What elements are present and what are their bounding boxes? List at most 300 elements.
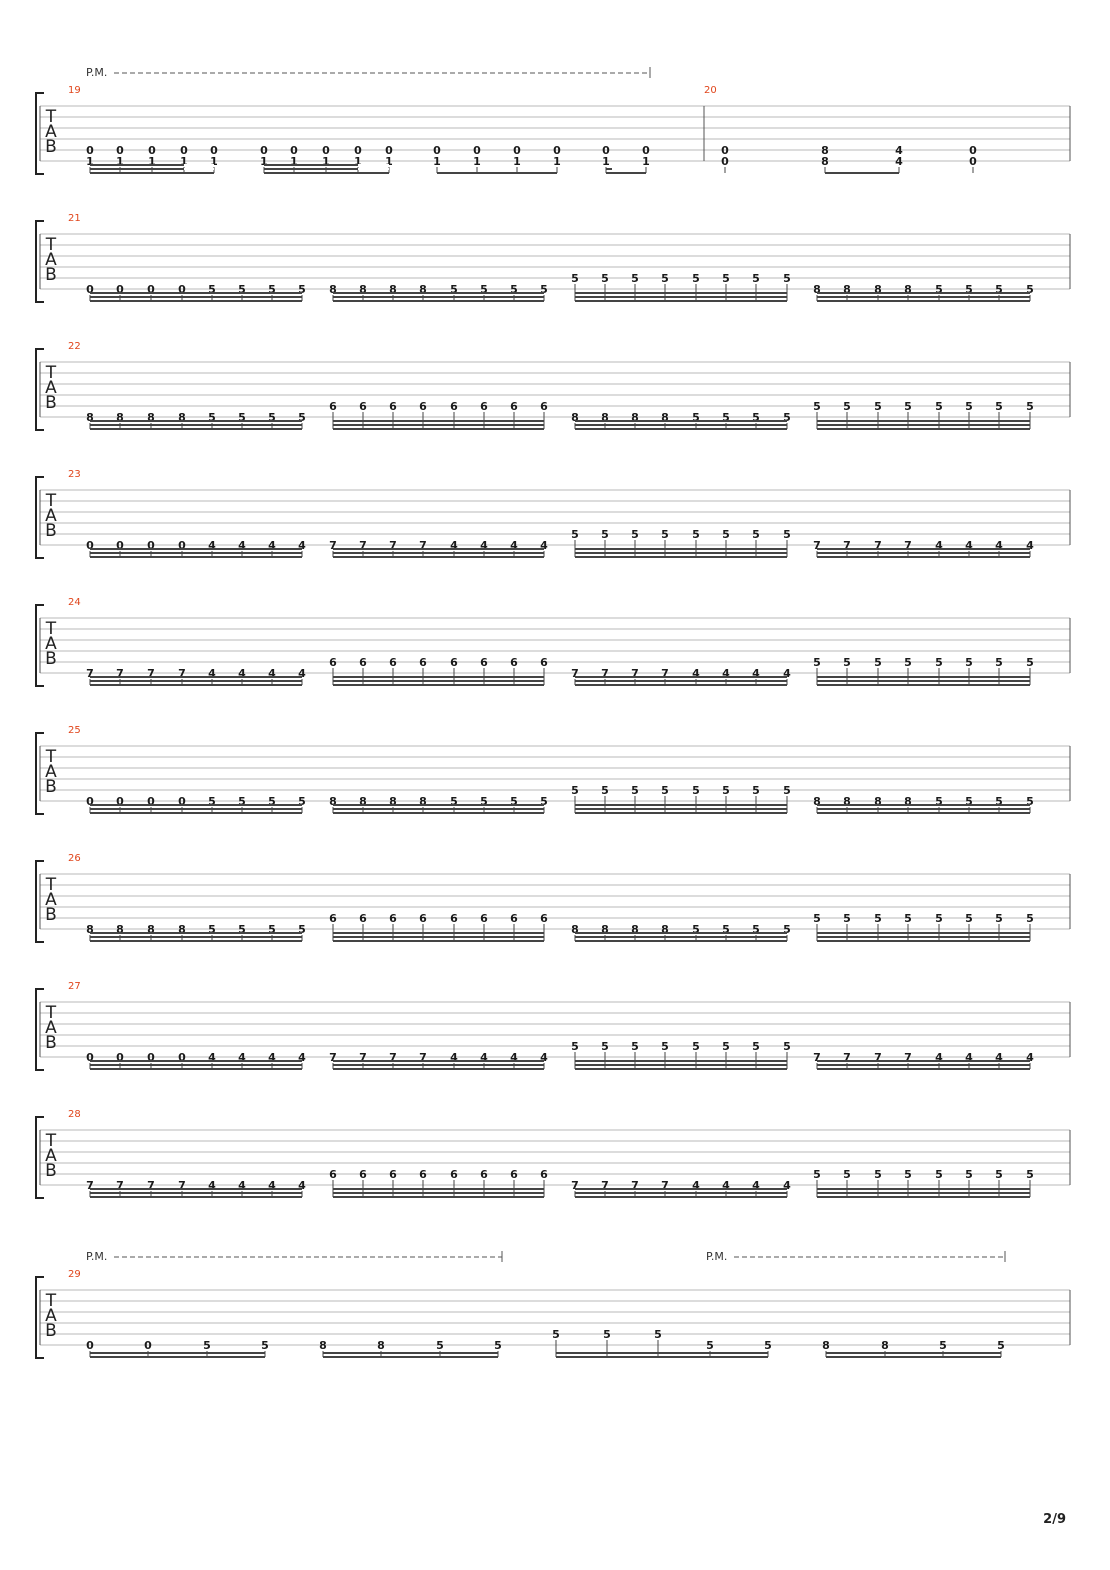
fret-number: 0 [86, 283, 94, 296]
fret-number: 8 [359, 283, 367, 296]
fret-number: 6 [480, 912, 488, 925]
fret-number: 5 [965, 656, 973, 669]
fret-number: 6 [419, 400, 427, 413]
fret-number: 6 [329, 656, 337, 669]
fret-number: 5 [843, 400, 851, 413]
fret-number: 4 [783, 667, 791, 680]
fret-number: 4 [692, 1179, 700, 1192]
measure-number: 27 [68, 981, 81, 992]
fret-number: 5 [722, 272, 730, 285]
fret-number: 4 [752, 1179, 760, 1192]
fret-number: 5 [480, 795, 488, 808]
fret-number: 5 [298, 283, 306, 296]
fret-number: 0 [116, 144, 124, 157]
fret-number: 4 [450, 539, 458, 552]
fret-number: 6 [419, 912, 427, 925]
fret-number: 6 [540, 400, 548, 413]
fret-number: 8 [661, 411, 669, 424]
fret-number: 0 [553, 144, 561, 157]
fret-number: 5 [783, 528, 791, 541]
fret-number: 7 [904, 539, 912, 552]
fret-number: 5 [843, 1168, 851, 1181]
fret-number: 5 [268, 795, 276, 808]
measure-number: 22 [68, 341, 81, 352]
tab-clef-letter: T [45, 491, 57, 511]
fret-number: 8 [86, 923, 94, 936]
tab-clef-letter: B [45, 1033, 57, 1053]
tab-clef-letter: T [45, 363, 57, 383]
fret-number: 0 [178, 539, 186, 552]
fret-number: 1 [602, 155, 610, 168]
fret-number: 1 [433, 155, 441, 168]
measure-number: 20 [704, 85, 717, 96]
fret-number: 5 [752, 784, 760, 797]
fret-number: 8 [904, 283, 912, 296]
tab-clef-letter: B [45, 1321, 57, 1341]
fret-number: 0 [116, 1051, 124, 1064]
fret-number: 4 [935, 1051, 943, 1064]
fret-number: 7 [147, 1179, 155, 1192]
fret-number: 5 [752, 411, 760, 424]
fret-number: 4 [895, 155, 903, 168]
fret-number: 6 [540, 912, 548, 925]
fret-number: 5 [298, 795, 306, 808]
fret-number: 5 [843, 656, 851, 669]
fret-number: 0 [260, 144, 268, 157]
fret-number: 7 [601, 1179, 609, 1192]
fret-number: 5 [208, 411, 216, 424]
fret-number: 0 [86, 144, 94, 157]
fret-number: 4 [1026, 1051, 1034, 1064]
fret-number: 8 [904, 795, 912, 808]
fret-number: 0 [354, 144, 362, 157]
fret-number: 6 [450, 1168, 458, 1181]
tab-clef-letter: T [45, 747, 57, 767]
fret-number: 7 [631, 1179, 639, 1192]
fret-number: 0 [147, 1051, 155, 1064]
fret-number: 8 [631, 411, 639, 424]
fret-number: 1 [210, 155, 218, 168]
fret-number: 7 [419, 1051, 427, 1064]
fret-number: 0 [178, 1051, 186, 1064]
fret-number: 7 [359, 1051, 367, 1064]
fret-number: 5 [965, 912, 973, 925]
measure-number: 24 [68, 597, 81, 608]
fret-number: 7 [116, 667, 124, 680]
fret-number: 0 [473, 144, 481, 157]
fret-number: 4 [540, 539, 548, 552]
fret-number: 5 [752, 1040, 760, 1053]
fret-number: 4 [895, 144, 903, 157]
tab-system [36, 981, 1070, 1070]
fret-number: 5 [601, 1040, 609, 1053]
fret-number: 4 [238, 1179, 246, 1192]
fret-number: 5 [692, 272, 700, 285]
fret-number: 6 [419, 656, 427, 669]
fret-number: 7 [419, 539, 427, 552]
fret-number: 5 [692, 528, 700, 541]
fret-number: 7 [329, 1051, 337, 1064]
fret-number: 5 [571, 528, 579, 541]
fret-number: 5 [661, 528, 669, 541]
fret-number: 7 [874, 539, 882, 552]
measure-number: 25 [68, 725, 81, 736]
fret-number: 5 [935, 283, 943, 296]
measure-number: 23 [68, 469, 81, 480]
fret-number: 6 [480, 656, 488, 669]
fret-number: 7 [178, 667, 186, 680]
measure-number: 26 [68, 853, 81, 864]
fret-number: 5 [813, 656, 821, 669]
fret-number: 1 [642, 155, 650, 168]
fret-number: 0 [602, 144, 610, 157]
fret-number: 7 [843, 1051, 851, 1064]
fret-number: 8 [661, 923, 669, 936]
fret-number: 0 [210, 144, 218, 157]
fret-number: 0 [969, 144, 977, 157]
fret-number: 5 [661, 272, 669, 285]
fret-number: 7 [661, 667, 669, 680]
fret-number: 5 [752, 528, 760, 541]
fret-number: 8 [631, 923, 639, 936]
fret-number: 5 [997, 1339, 1005, 1352]
fret-number: 6 [450, 912, 458, 925]
fret-number: 8 [821, 144, 829, 157]
fret-number: 4 [995, 539, 1003, 552]
fret-number: 4 [480, 539, 488, 552]
fret-number: 5 [843, 912, 851, 925]
fret-number: 5 [631, 272, 639, 285]
fret-number: 5 [935, 912, 943, 925]
fret-number: 5 [298, 411, 306, 424]
fret-number: 1 [385, 155, 393, 168]
measure-number: 28 [68, 1109, 81, 1120]
tab-clef-letter: B [45, 1161, 57, 1181]
tab-clef-letter: T [45, 875, 57, 895]
fret-number: 7 [389, 1051, 397, 1064]
palm-mute-label: P.M. [706, 1250, 728, 1263]
fret-number: 6 [480, 400, 488, 413]
fret-number: 4 [298, 1051, 306, 1064]
tab-clef-letter: T [45, 107, 57, 127]
tab-system [36, 341, 1070, 430]
fret-number: 5 [540, 795, 548, 808]
fret-number: 4 [510, 539, 518, 552]
fret-number: 7 [389, 539, 397, 552]
fret-number: 5 [995, 795, 1003, 808]
fret-number: 0 [147, 539, 155, 552]
fret-number: 6 [540, 656, 548, 669]
tab-clef-letter: A [45, 1018, 57, 1038]
fret-number: 5 [510, 795, 518, 808]
fret-number: 5 [965, 795, 973, 808]
fret-number: 5 [752, 923, 760, 936]
palm-mute-label: P.M. [86, 66, 108, 79]
fret-number: 7 [843, 539, 851, 552]
fret-number: 5 [783, 784, 791, 797]
fret-number: 5 [692, 411, 700, 424]
fret-number: 5 [783, 411, 791, 424]
tab-clef-letter: T [45, 1003, 57, 1023]
fret-number: 4 [540, 1051, 548, 1064]
fret-number: 5 [631, 784, 639, 797]
fret-number: 0 [148, 144, 156, 157]
fret-number: 5 [571, 272, 579, 285]
fret-number: 4 [238, 539, 246, 552]
fret-number: 8 [874, 795, 882, 808]
fret-number: 0 [385, 144, 393, 157]
fret-number: 0 [116, 539, 124, 552]
fret-number: 8 [822, 1339, 830, 1352]
fret-number: 4 [722, 1179, 730, 1192]
fret-number: 1 [116, 155, 124, 168]
fret-number: 8 [86, 411, 94, 424]
fret-number: 5 [631, 1040, 639, 1053]
fret-number: 8 [359, 795, 367, 808]
fret-number: 6 [510, 656, 518, 669]
fret-number: 8 [821, 155, 829, 168]
fret-number: 8 [116, 411, 124, 424]
fret-number: 5 [238, 411, 246, 424]
fret-number: 5 [752, 272, 760, 285]
fret-number: 5 [692, 923, 700, 936]
fret-number: 8 [881, 1339, 889, 1352]
fret-number: 7 [178, 1179, 186, 1192]
fret-number: 0 [86, 795, 94, 808]
fret-number: 8 [601, 411, 609, 424]
fret-number: 5 [450, 283, 458, 296]
fret-number: 8 [571, 411, 579, 424]
tab-system [36, 1109, 1070, 1198]
fret-number: 5 [935, 795, 943, 808]
tab-system [36, 1250, 1070, 1358]
fret-number: 7 [874, 1051, 882, 1064]
tab-system [36, 66, 1070, 174]
fret-number: 5 [661, 1040, 669, 1053]
fret-number: 4 [208, 1179, 216, 1192]
fret-number: 5 [935, 656, 943, 669]
fret-number: 5 [722, 1040, 730, 1053]
fret-number: 5 [722, 528, 730, 541]
fret-number: 4 [935, 539, 943, 552]
fret-number: 5 [965, 400, 973, 413]
fret-number: 1 [148, 155, 156, 168]
fret-number: 5 [722, 784, 730, 797]
fret-number: 5 [904, 400, 912, 413]
tab-system [36, 725, 1070, 814]
tab-clef-letter: A [45, 250, 57, 270]
fret-number: 5 [783, 272, 791, 285]
fret-number: 5 [995, 1168, 1003, 1181]
fret-number: 6 [329, 912, 337, 925]
fret-number: 8 [813, 795, 821, 808]
fret-number: 0 [642, 144, 650, 157]
fret-number: 5 [1026, 1168, 1034, 1181]
fret-number: 5 [692, 784, 700, 797]
fret-number: 4 [208, 1051, 216, 1064]
fret-number: 8 [843, 795, 851, 808]
tab-clef-letter: B [45, 521, 57, 541]
fret-number: 4 [722, 667, 730, 680]
fret-number: 7 [601, 667, 609, 680]
fret-number: 5 [571, 784, 579, 797]
fret-number: 5 [874, 1168, 882, 1181]
tab-clef-letter: B [45, 905, 57, 925]
measure-number: 21 [68, 213, 81, 224]
fret-number: 1 [86, 155, 94, 168]
tab-clef-letter: A [45, 634, 57, 654]
fret-number: 8 [874, 283, 882, 296]
fret-number: 7 [571, 667, 579, 680]
fret-number: 8 [419, 283, 427, 296]
fret-number: 5 [450, 795, 458, 808]
fret-number: 5 [995, 656, 1003, 669]
tab-clef-letter: B [45, 777, 57, 797]
fret-number: 5 [764, 1339, 772, 1352]
fret-number: 5 [1026, 400, 1034, 413]
fret-number: 5 [1026, 283, 1034, 296]
fret-number: 7 [904, 1051, 912, 1064]
fret-number: 5 [601, 528, 609, 541]
fret-number: 0 [721, 144, 729, 157]
fret-number: 5 [813, 400, 821, 413]
fret-number: 5 [1026, 912, 1034, 925]
fret-number: 0 [322, 144, 330, 157]
fret-number: 0 [86, 1051, 94, 1064]
fret-number: 5 [874, 912, 882, 925]
fret-number: 6 [389, 656, 397, 669]
fret-number: 0 [86, 1339, 94, 1352]
fret-number: 5 [965, 283, 973, 296]
fret-number: 5 [208, 923, 216, 936]
fret-number: 5 [874, 656, 882, 669]
fret-number: 6 [389, 912, 397, 925]
fret-number: 8 [329, 795, 337, 808]
fret-number: 0 [969, 155, 977, 168]
fret-number: 0 [116, 283, 124, 296]
tab-clef-letter: T [45, 1131, 57, 1151]
fret-number: 5 [298, 923, 306, 936]
fret-number: 6 [510, 912, 518, 925]
fret-number: 8 [178, 411, 186, 424]
tab-clef-letter: B [45, 137, 57, 157]
fret-number: 5 [939, 1339, 947, 1352]
fret-number: 0 [721, 155, 729, 168]
fret-number: 4 [268, 1051, 276, 1064]
fret-number: 1 [354, 155, 362, 168]
fret-number: 0 [144, 1339, 152, 1352]
fret-number: 8 [319, 1339, 327, 1352]
fret-number: 4 [298, 667, 306, 680]
fret-number: 4 [268, 667, 276, 680]
fret-number: 4 [238, 667, 246, 680]
fret-number: 6 [419, 1168, 427, 1181]
fret-number: 5 [935, 1168, 943, 1181]
fret-number: 8 [147, 411, 155, 424]
fret-number: 5 [208, 795, 216, 808]
fret-number: 6 [359, 912, 367, 925]
fret-number: 5 [238, 923, 246, 936]
fret-number: 6 [389, 1168, 397, 1181]
fret-number: 4 [510, 1051, 518, 1064]
fret-number: 6 [359, 400, 367, 413]
fret-number: 0 [290, 144, 298, 157]
fret-number: 4 [1026, 539, 1034, 552]
fret-number: 1 [290, 155, 298, 168]
fret-number: 4 [965, 539, 973, 552]
fret-number: 5 [995, 283, 1003, 296]
tab-clef-letter: B [45, 393, 57, 413]
fret-number: 5 [661, 784, 669, 797]
fret-number: 8 [813, 283, 821, 296]
fret-number: 8 [178, 923, 186, 936]
fret-number: 8 [419, 795, 427, 808]
tab-clef-letter: A [45, 506, 57, 526]
fret-number: 4 [480, 1051, 488, 1064]
fret-number: 1 [260, 155, 268, 168]
fret-number: 0 [178, 795, 186, 808]
fret-number: 5 [571, 1040, 579, 1053]
fret-number: 0 [433, 144, 441, 157]
fret-number: 5 [874, 400, 882, 413]
fret-number: 5 [510, 283, 518, 296]
tab-clef-letter: A [45, 762, 57, 782]
fret-number: 7 [661, 1179, 669, 1192]
tab-system [36, 469, 1070, 558]
fret-number: 8 [843, 283, 851, 296]
fret-number: 1 [473, 155, 481, 168]
tab-system [36, 853, 1070, 942]
fret-number: 6 [450, 656, 458, 669]
tab-clef-letter: T [45, 235, 57, 255]
fret-number: 6 [359, 656, 367, 669]
fret-number: 8 [389, 795, 397, 808]
fret-number: 4 [238, 1051, 246, 1064]
tab-clef-letter: A [45, 1146, 57, 1166]
fret-number: 5 [238, 283, 246, 296]
fret-number: 1 [322, 155, 330, 168]
tab-clef-letter: A [45, 1306, 57, 1326]
fret-number: 5 [552, 1328, 560, 1341]
fret-number: 7 [631, 667, 639, 680]
fret-number: 5 [268, 283, 276, 296]
fret-number: 8 [389, 283, 397, 296]
fret-number: 5 [601, 272, 609, 285]
fret-number: 8 [571, 923, 579, 936]
fret-number: 0 [86, 539, 94, 552]
fret-number: 1 [553, 155, 561, 168]
fret-number: 5 [783, 923, 791, 936]
fret-number: 5 [722, 923, 730, 936]
fret-number: 0 [178, 283, 186, 296]
fret-number: 0 [116, 795, 124, 808]
fret-number: 5 [904, 1168, 912, 1181]
fret-number: 5 [965, 1168, 973, 1181]
fret-number: 0 [180, 144, 188, 157]
fret-number: 5 [692, 1040, 700, 1053]
fret-number: 4 [752, 667, 760, 680]
fret-number: 5 [238, 795, 246, 808]
fret-number: 5 [540, 283, 548, 296]
fret-number: 7 [147, 667, 155, 680]
fret-number: 4 [208, 539, 216, 552]
fret-number: 7 [813, 539, 821, 552]
fret-number: 6 [480, 1168, 488, 1181]
tab-clef-letter: B [45, 649, 57, 669]
fret-number: 5 [494, 1339, 502, 1352]
tab-clef-letter: T [45, 619, 57, 639]
tab-system [36, 213, 1070, 302]
